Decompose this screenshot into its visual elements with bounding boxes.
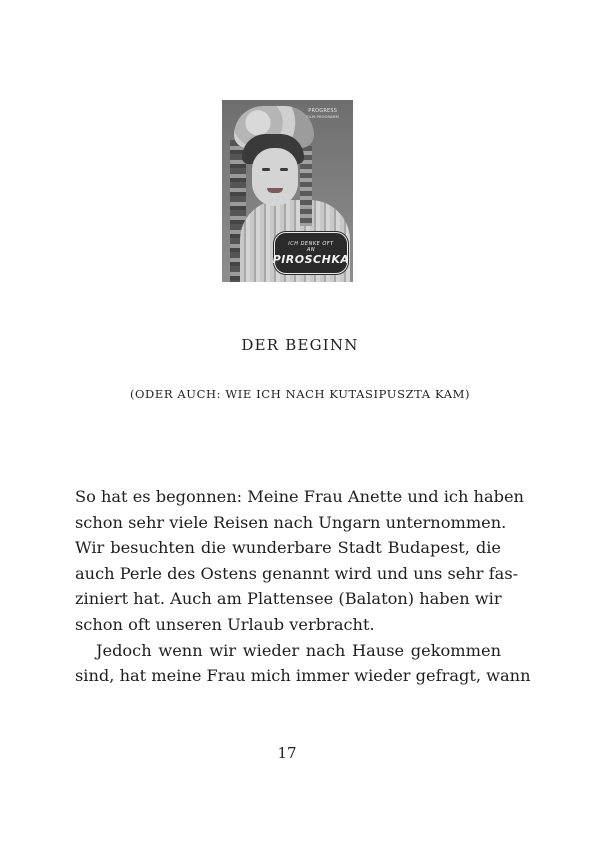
chapter-subtitle: (ODER AUCH: WIE ICH NACH KUTASIPUSZTA KAM) bbox=[129, 387, 471, 401]
text-line: auch Perle des Ostens genannt wird und uns sehr fas- bbox=[75, 563, 519, 583]
text-line: So hat es begonnen: Meine Frau Anette und ich haben bbox=[75, 487, 524, 506]
poster-title-plate bbox=[274, 232, 348, 274]
paragraph-1 bbox=[75, 484, 524, 638]
poster-publisher-sub: FILM-PROGRAMM bbox=[306, 115, 339, 119]
text-line: Wir besuchten die wunderbare Stadt Budapest, die bbox=[75, 538, 501, 558]
poster-title-big: PIROSCHKA bbox=[272, 252, 350, 266]
poster-face bbox=[252, 148, 298, 206]
poster-eye-right bbox=[280, 168, 288, 171]
text-line: schon oft unseren Urlaub verbracht. bbox=[75, 614, 375, 634]
chapter-title: DER BEGINN bbox=[241, 336, 359, 354]
poster-title-mid: AN bbox=[306, 246, 316, 253]
poster-title-small: ICH DENKE OFT bbox=[288, 240, 334, 247]
poster-eye-left bbox=[262, 168, 270, 171]
text-line: schon sehr viele Reisen nach Ungarn unternommen. bbox=[75, 512, 507, 532]
text-line: sind, hat meine Frau mich immer wieder gefragt, wann bbox=[75, 666, 531, 686]
poster-publisher-name: PROGRESS bbox=[308, 108, 338, 114]
paragraph-2 bbox=[75, 638, 531, 689]
text-line: ziniert hat. Auch am Plattensee (Balaton) haben wir bbox=[75, 589, 502, 609]
poster-mouth bbox=[267, 188, 283, 193]
text-line: Jedoch wenn wir wieder nach Hause gekommen bbox=[96, 640, 501, 660]
film-poster-image bbox=[222, 100, 353, 282]
page-number: 17 bbox=[277, 744, 297, 762]
poster-publisher bbox=[306, 108, 339, 120]
body-text bbox=[75, 484, 531, 689]
